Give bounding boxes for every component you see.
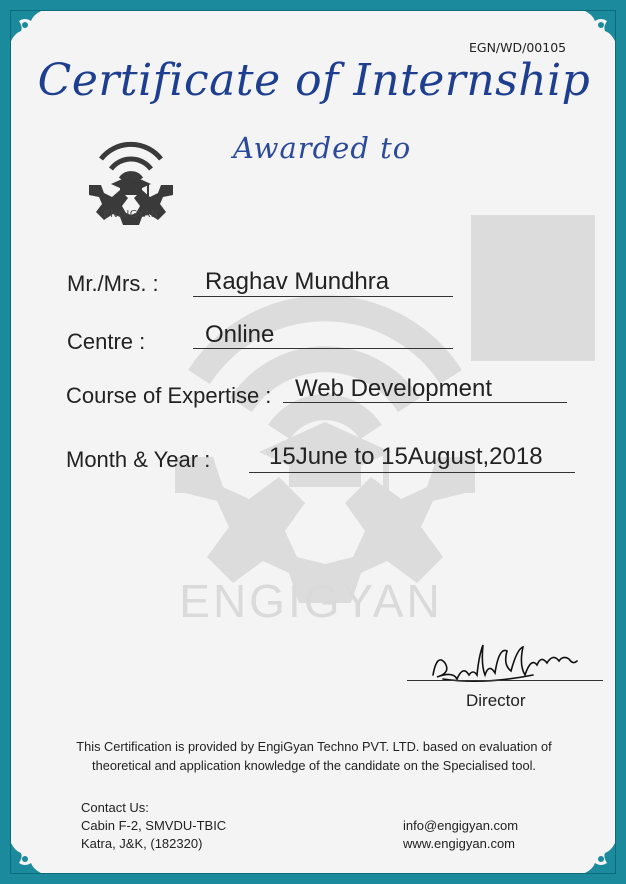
corner-ornament-icon xyxy=(581,839,615,873)
contact-address xyxy=(81,799,226,853)
course-value: Web Development xyxy=(295,375,492,402)
signature-line xyxy=(407,680,603,681)
director-title: Director xyxy=(466,691,526,710)
month-year-label: Month & Year : xyxy=(66,447,211,472)
contact-line1: Cabin F-2, SMVDU-TBIC xyxy=(81,818,227,833)
awarded-to-heading: Awarded to xyxy=(233,131,412,165)
certification-note-line1: This Certification is provided by EngiGyan Techno PVT. LTD. based on evaluation of xyxy=(76,739,552,754)
month-year-underline xyxy=(249,472,575,473)
centre-label: Centre : xyxy=(67,329,146,354)
certification-note-line2: theoretical and application knowledge of the candidate on the Specialised tool. xyxy=(92,758,536,773)
watermark-text: ENGIGYAN xyxy=(179,575,443,627)
contact-email: info@engigyan.com xyxy=(403,818,519,833)
photo-placeholder xyxy=(471,215,595,361)
centre-value: Online xyxy=(205,321,275,348)
reference-code: EGN/WD/00105 xyxy=(469,40,567,55)
contact-web xyxy=(403,817,518,853)
certificate-title: Certificate of Internship xyxy=(37,55,591,106)
month-year-value: 15June to 15August,2018 xyxy=(269,443,543,470)
certificate-page xyxy=(10,10,616,874)
engigyan-logo-icon xyxy=(83,129,179,239)
certification-note xyxy=(11,737,617,775)
contact-line2: Katra, J&K, (182320) xyxy=(81,836,203,851)
corner-ornament-icon xyxy=(11,839,45,873)
director-signature-icon xyxy=(423,635,583,695)
contact-heading: Contact Us: xyxy=(81,800,149,815)
course-label: Course of Expertise : xyxy=(66,383,272,408)
contact-website: www.engigyan.com xyxy=(403,836,515,851)
corner-ornament-icon xyxy=(581,11,615,45)
corner-ornament-icon xyxy=(11,11,45,45)
course-underline xyxy=(283,402,567,403)
name-label: Mr./Mrs. : xyxy=(67,271,159,296)
name-underline xyxy=(193,296,453,297)
logo-text: ENGIGYAN xyxy=(103,209,159,220)
name-value: Raghav Mundhra xyxy=(205,268,390,295)
centre-underline xyxy=(193,348,453,349)
